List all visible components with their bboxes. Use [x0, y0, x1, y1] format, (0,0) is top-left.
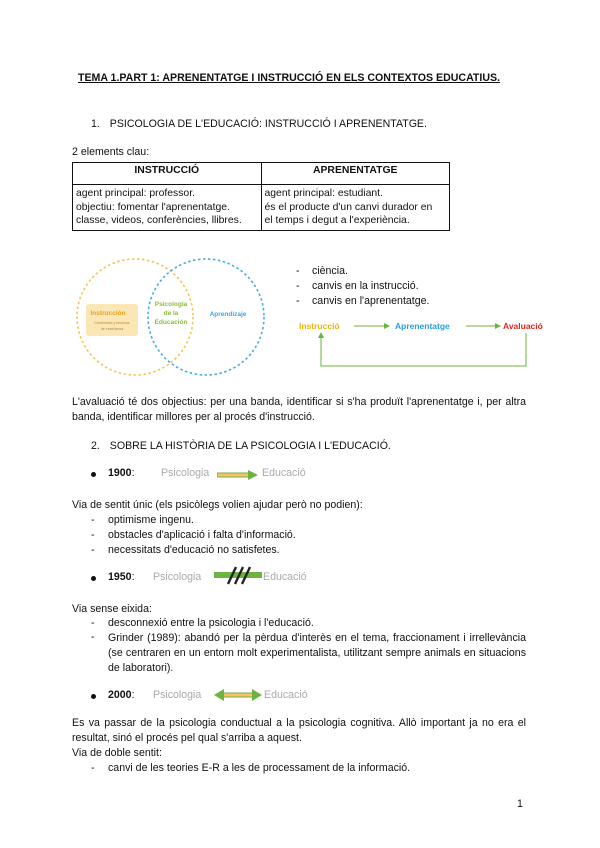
venn-left-label: Instrucción — [90, 310, 126, 317]
table-header-aprenentatge: APRENENTATGE — [261, 163, 450, 185]
history-to: Educació — [263, 571, 307, 583]
list-item: - canvis en la instrucció. — [296, 280, 419, 292]
history-from: Psicologia — [161, 467, 210, 479]
list-item: - ciència. — [296, 265, 348, 277]
venn-diagram — [74, 254, 270, 380]
via2-intro: Via sense eixida: — [72, 603, 152, 615]
list-item-text: desconnexió entre la psicologia i l'educació. — [108, 617, 314, 629]
table-header-instruccio: INSTRUCCIÓ — [73, 163, 262, 185]
bullet-dot — [91, 472, 96, 477]
history-from: Psicologia — [153, 689, 202, 701]
comparison-table — [72, 162, 450, 231]
year-colon: : — [131, 571, 135, 583]
history-to: Educació — [262, 467, 306, 479]
venn-left-sub2: de enseñanza — [100, 327, 124, 331]
list-item-text: obstacles d'aplicació i falta d'informació. — [108, 529, 296, 541]
double-arrow-icon — [214, 689, 262, 701]
table-intro: 2 elements clau: — [72, 146, 150, 158]
para-2000: Es va passar de la psicologia conductual a la psicologia cognitiva. Allò important ja no era el resultat, sinó el procés pel qual s'arriba a aquest. — [72, 717, 526, 744]
bullet-dot — [91, 576, 96, 581]
section-2-heading — [91, 440, 391, 452]
table-header-row — [73, 163, 450, 185]
list-item-text: canvis en la instrucció. — [312, 280, 419, 292]
flow-step-instruccio: Instrucció — [299, 321, 340, 331]
section-1-number: 1. — [91, 118, 100, 130]
via2-item-2: Grinder (1989): abandó per la pèrdua d'interès en el tema, fraccionament i irrellevància (se centraren en un entorn molt experimentalista, utilitzant sempre animals en situacions de laboratori). — [108, 632, 526, 674]
via3-intro: Via de doble sentit: — [72, 747, 162, 759]
list-item: - canvis en l'aprenentatge. — [296, 295, 430, 307]
page-title: TEMA 1.PART 1: APRENENTATGE I INSTRUCCIÓ EN ELS CONTEXTOS EDUCATIUS. — [78, 72, 501, 84]
list-item-text: optimisme ingenu. — [108, 514, 194, 526]
side-list — [296, 264, 429, 309]
list-dash: - — [91, 631, 95, 643]
section-1-heading — [91, 118, 427, 130]
list-item: - necessitats d'educació no satisfetes. — [91, 544, 280, 556]
list-item: - optimisme ingenu. — [91, 514, 194, 526]
venn-center-label-1: Psicología — [154, 301, 188, 308]
table-cell-line: objectiu: fomentar l'aprenentatge. — [76, 201, 230, 213]
venn-left-box — [86, 304, 138, 336]
table-cell-line: és el producte d'un canvi durador en — [264, 201, 433, 213]
table-cell-line: classe, videos, conferències, llibres. — [76, 215, 242, 226]
via1-list — [91, 513, 296, 558]
year-label: 1900 — [108, 467, 132, 479]
year-label: 1950 — [108, 571, 132, 583]
avaluacio-paragraph: L'avaluació té dos objectius: per una banda, identificar si s'ha produït l'aprenentatge i, per altra banda, identificar millores per al procés d'instrucció. — [72, 396, 526, 423]
list-item-text: ciència. — [312, 265, 348, 277]
right-arrow-icon — [217, 470, 259, 480]
venn-circle-right — [148, 259, 264, 375]
flow-arrowhead-2 — [495, 323, 501, 329]
table-cell-line: agent principal: estudiant. — [264, 188, 383, 199]
via3-item-1: - canvi de les teories E-R a les de processament de la informació. — [91, 762, 411, 774]
list-item-text: canvis en l'aprenentatge. — [312, 295, 430, 307]
history-to: Educació — [264, 689, 308, 701]
via1-intro: Via de sentit únic (els psicòlegs volien ajudar però no podien): — [72, 499, 363, 511]
table-cell-aprenentatge — [261, 185, 450, 231]
list-item: - obstacles d'aplicació i falta d'informació. — [91, 529, 296, 541]
section-2-title: SOBRE LA HISTÒRIA DE LA PSICOLOGIA I L'EDUCACIÓ. — [109, 440, 391, 452]
flow-feedback-line — [321, 333, 526, 366]
history-from: Psicologia — [153, 571, 202, 583]
venn-center-label-3: Educación — [154, 319, 188, 326]
year-colon: : — [131, 689, 135, 701]
table-cell-line: agent principal: professor. — [76, 188, 195, 199]
flow-arrowhead-1 — [384, 323, 390, 329]
table-cell-instruccio — [73, 185, 262, 231]
broken-connection-icon — [214, 566, 262, 586]
venn-left-sub1: Contenidos y técnicas — [94, 321, 130, 325]
flow-step-avaluacio: Avaluació — [503, 321, 543, 331]
via2-item-1: - desconnexió entre la psicologia i l'educació. — [91, 617, 314, 629]
page-number: 1 — [517, 798, 523, 810]
flow-diagram — [296, 315, 552, 373]
year-colon: : — [131, 467, 135, 479]
flow-step-aprenentatge: Aprenentatge — [395, 321, 450, 331]
section-2-number: 2. — [91, 440, 100, 452]
list-item-text: canvi de les teories E-R a les de processament de la informació. — [108, 762, 411, 774]
venn-center-label-2: de la — [163, 310, 179, 317]
venn-right-label: Aprendizaje — [209, 311, 247, 318]
bullet-dot — [91, 694, 96, 699]
list-item-text: necessitats d'educació no satisfetes. — [108, 544, 280, 556]
year-label: 2000 — [108, 689, 132, 701]
flow-feedback-arrowhead — [318, 332, 324, 338]
table-row — [73, 185, 450, 231]
section-1-title: PSICOLOGIA DE L'EDUCACIÓ: INSTRUCCIÓ I APRENENTATGE. — [109, 118, 427, 130]
table-cell-line: el temps i degut a l'experiència. — [264, 215, 410, 226]
